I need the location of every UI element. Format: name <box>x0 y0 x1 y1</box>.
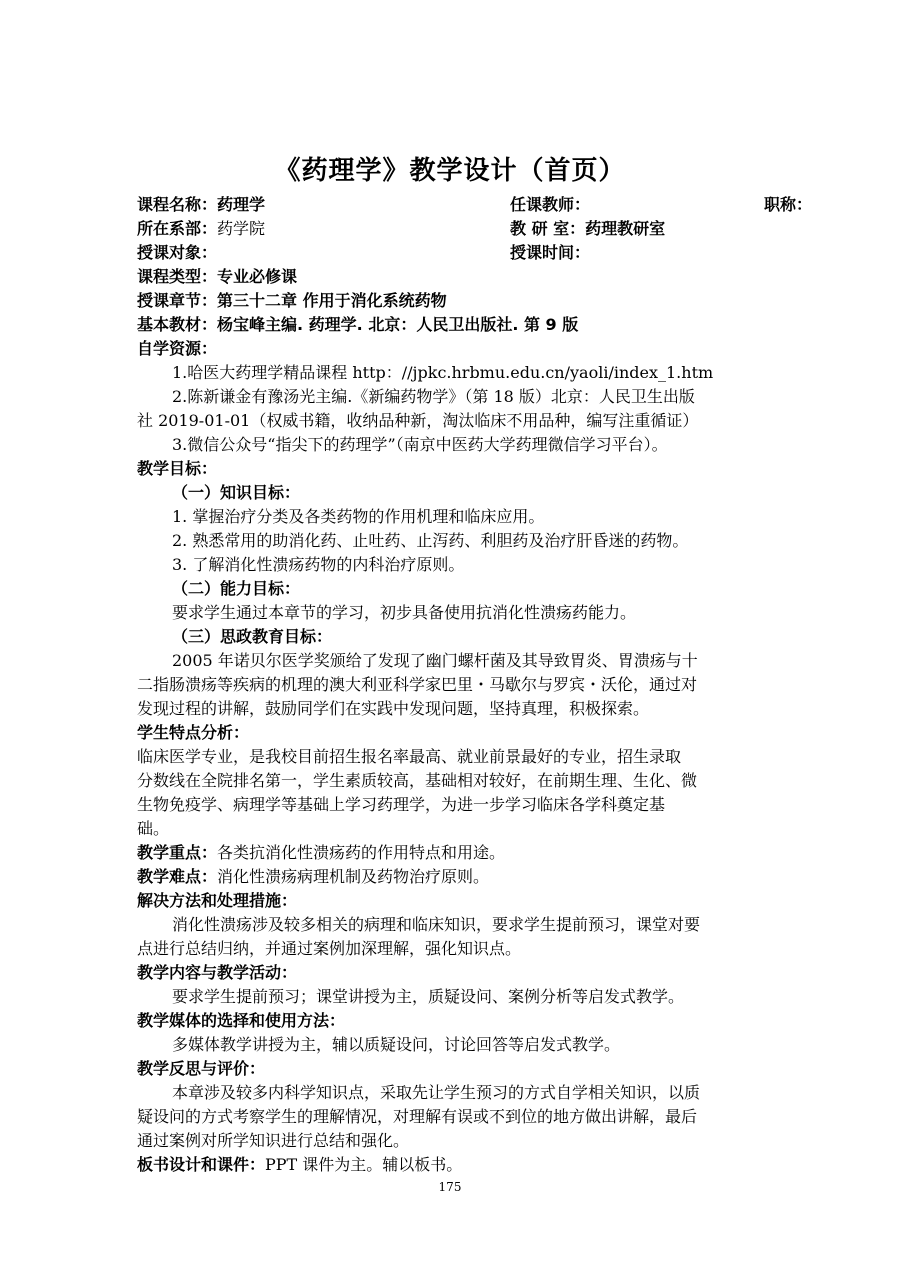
office-label: 教 研 室： <box>510 219 586 238</box>
ability-goal-text: 要求学生通过本章节的学习，初步具备使用抗消化性溃疡药能力。 <box>172 603 637 622</box>
reflection-label: 教学反思与评价： <box>137 1059 266 1078</box>
reflection-line-3: 通过案例对所学知识进行总结和强化。 <box>137 1131 410 1150</box>
activities-text: 要求学生提前预习；课堂讲授为主，质疑设问、案例分析等启发式教学。 <box>172 987 685 1006</box>
media-text: 多媒体教学讲授为主，辅以质疑设问，讨论回答等启发式教学。 <box>172 1035 621 1054</box>
ideology-line-3: 发现过程的讲解，鼓励同学们在实践中发现问题，坚持真理，积极探索。 <box>137 699 650 718</box>
dept-value: 药学院 <box>217 219 266 238</box>
resource-item-1: 1.哈医大药理学精品课程 http：//jpkc.hrbmu.edu.cn/yaoli/index_1.htm <box>172 363 714 382</box>
knowledge-goal-2: 2. 熟悉常用的助消化药、止吐药、止泻药、利胆药及治疗肝昏迷的药物。 <box>172 531 689 550</box>
resource-item-2-line-2: 社 2019-01-01（权威书籍，收纳品种新，淘汰临床不用品种，编写注重循证） <box>137 411 699 430</box>
board-row <box>137 1153 777 1177</box>
key-point-label: 教学重点： <box>137 843 218 862</box>
chapter-label: 授课章节： <box>137 291 218 310</box>
students-line-2: 分数线在全院排名第一，学生素质较高，基础相对较好，在前期生理、生化、微 <box>137 771 698 790</box>
dept-row <box>137 217 777 241</box>
students-line-3: 生物免疫学、病理学等基础上学习药理学，为进一步学习临床各学科奠定基 <box>137 795 666 814</box>
board-text: PPT 课件为主。辅以板书。 <box>265 1155 463 1174</box>
dept-label: 所在系部： <box>137 219 218 238</box>
course-label: 课程名称： <box>137 195 218 214</box>
type-row <box>137 265 777 289</box>
board-label: 板书设计和课件： <box>137 1155 266 1174</box>
textbook-label: 基本教材： <box>137 315 218 334</box>
media-label: 教学媒体的选择和使用方法： <box>137 1011 346 1030</box>
textbook-row <box>137 313 777 337</box>
course-row <box>137 193 813 217</box>
knowledge-goal-3: 3. 了解消化性溃疡药物的内科治疗原则。 <box>172 555 465 574</box>
textbook-value: 杨宝峰主编. 药理学. 北京：人民卫出版社. 第 9 版 <box>217 315 579 334</box>
reflection-line-2: 疑设问的方式考察学生的理解情况，对理解有误或不到位的地方做出讲解，最后 <box>137 1107 698 1126</box>
difficulty-label: 教学难点： <box>137 867 218 886</box>
students-line-4: 础。 <box>137 819 170 838</box>
page-title: 《药理学》教学设计（首页） <box>274 156 626 186</box>
ability-goal-label: （二）能力目标： <box>172 579 301 598</box>
resource-item-3: 3.微信公众号“指尖下的药理学”（南京中医药大学药理微信学习平台）。 <box>172 435 668 454</box>
solution-line-1: 消化性溃疡涉及较多相关的病理和临床知识，要求学生提前预习，课堂对要 <box>172 915 701 934</box>
chapter-row <box>137 289 777 313</box>
activities-label: 教学内容与教学活动： <box>137 963 298 982</box>
difficulty-text: 消化性溃疡病理机制及药物治疗原则。 <box>217 867 490 886</box>
goals-label: 教学目标： <box>137 459 218 478</box>
audience-label: 授课对象： <box>137 243 218 262</box>
course-value: 药理学 <box>217 195 266 214</box>
audience-row <box>137 241 777 265</box>
teacher-label: 任课教师： <box>510 195 591 214</box>
chapter-value: 第三十二章 作用于消化系统药物 <box>217 291 447 310</box>
students-line-1: 临床医学专业，是我校目前招生报名率最高、就业前景最好的专业，招生录取 <box>137 747 682 766</box>
reflection-line-1: 本章涉及较多内科学知识点，采取先让学生预习的方式自学相关知识，以质 <box>172 1083 701 1102</box>
key-point-text: 各类抗消化性溃疡药的作用特点和用途。 <box>217 843 506 862</box>
rank-label: 职称： <box>764 195 813 214</box>
office-value: 药理教研室 <box>585 219 666 238</box>
page-number: 175 <box>438 1180 462 1194</box>
resources-label: 自学资源： <box>137 339 218 358</box>
ideology-goal-label: （三）思政教育目标： <box>172 627 333 646</box>
solution-label: 解决方法和处理措施： <box>137 891 298 910</box>
solution-line-2: 点进行总结归纳，并通过案例加深理解，强化知识点。 <box>137 939 522 958</box>
students-label: 学生特点分析： <box>137 723 250 742</box>
ideology-line-2: 二指肠溃疡等疾病的机理的澳大利亚科学家巴里・马歇尔与罗宾・沃伦，通过对 <box>137 675 698 694</box>
resource-item-2-line-1: 2.陈新谦金有豫汤光主编.《新编药物学》（第 18 版）北京：人民卫生出版 <box>172 387 695 406</box>
knowledge-goal-1: 1. 掌握治疗分类及各类药物的作用机理和临床应用。 <box>172 507 545 526</box>
type-value: 专业必修课 <box>217 267 298 286</box>
time-label: 授课时间： <box>510 243 591 262</box>
difficulty-row <box>137 865 777 889</box>
knowledge-goal-label: （一）知识目标： <box>172 483 301 502</box>
key-point-row <box>137 841 777 865</box>
type-label: 课程类型： <box>137 267 218 286</box>
ideology-line-1: 2005 年诺贝尔医学奖颁给了发现了幽门螺杆菌及其导致胃炎、胃溃疡与十 <box>172 651 698 670</box>
